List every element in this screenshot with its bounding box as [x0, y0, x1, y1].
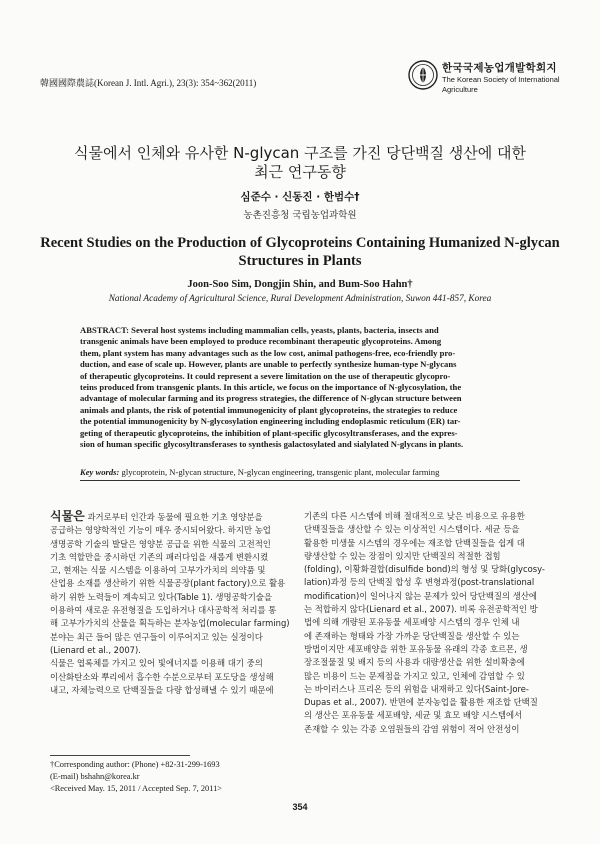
abstract-line: ABSTRACT: Several host systems including mammalian cells, yeasts, plants, bacteria, insects and	[80, 325, 439, 335]
body-line: 공급하는 영양학적인 기능이 매우 중시되어왔다. 하지만 농업	[50, 525, 271, 536]
body-line: 법에 의해 개량된 포유동물 세포배양 시스템의 경우 인체 내	[304, 617, 520, 628]
abstract-line: the potential immunogenicity by N-glycosylation engineering including endoplasmic reticulum (ER) tar-	[80, 416, 461, 427]
body-line: 존재할 수 있는 각종 오염원들의 감염 위험이 적어 안전성이	[304, 723, 520, 734]
body-line: 이용하여 새로운 유전형질을 도입하거나 대사공학적 처리를 통	[50, 605, 277, 616]
english-affiliation: National Academy of Agricultural Science, Rural Development Administration, Suwon 441-857, Korea	[108, 294, 492, 304]
society-logo-block	[408, 60, 568, 104]
body-line: 식물은 엽록체를 가지고 있어 빛에너지를 이용해 대기 중의	[50, 658, 263, 669]
korean-affiliation: 농촌진흥청 국립농업과학원	[243, 210, 357, 221]
body-line: 생명공학 기술의 발달은 영양분 공급을 위한 식물의 고전적인	[50, 538, 271, 549]
keywords-text: glycoprotein, N-glycan structure, N-glycan engineering, transgenic plant, molecular farming	[121, 467, 440, 477]
abstract	[80, 325, 520, 450]
body-line: 이산화탄소와 뿌리에서 흡수한 수분으로부터 포도당을 생성해	[50, 671, 274, 682]
body-line: 단백질들을 생산할 수 있는 이상적인 시스템이다. 세균 등을	[304, 524, 520, 535]
page-number: 354	[292, 802, 308, 812]
corresponding-author-footnote	[50, 759, 222, 795]
abstract-divider	[80, 480, 520, 481]
society-name-english-line2: Agriculture	[442, 85, 478, 94]
body-line	[50, 510, 300, 524]
abstract-line: advantage of molecular farming and its progress strategies, the difference of N-glycan structure between	[80, 393, 462, 404]
keywords	[80, 467, 540, 477]
body-line: 내고, 자체능력으로 단백질들을 다량 합성해낼 수 있기 때문에	[50, 684, 274, 695]
korean-title-line1: 식물에서 인체와 유사한 N-glycan 구조를 가진 당단백질 생산에 대한	[73, 144, 527, 162]
english-authors: Joon-Soo Sim, Dongjin Shin, and Bum-Soo Hahn†	[187, 279, 413, 290]
body-line: 기초 역할만을 중시하던 기존의 패러다임을 새롭게 변환시켰	[50, 551, 269, 562]
abstract-line: duction, and ease of scale up. However, plants are unable to perfectly synthesize human-type N-glycans	[80, 359, 457, 370]
body-line: 에 존재하는 형태와 가장 가까운 당단백질을 생산할 수 있는	[304, 630, 520, 641]
abstract-line: transgenic animals have been employed to produce recombinant therapeutic glycoproteins. Among	[80, 336, 442, 347]
body-line: (folding), 이황화결합(disulfide bond)의 형성 및 당화(glycosy-	[304, 564, 545, 575]
body-line: modification)이 일어나지 않는 문제가 있어 당단백질의 생산에	[304, 590, 538, 601]
body-line: 기존의 다른 시스템에 비해 절대적으로 낮은 비용으로 유용한	[304, 511, 525, 521]
body-column-left	[50, 510, 300, 697]
body-line: 는 바이러스나 프리온 등의 위험을 내재하고 있다(Saint-Jore-	[304, 683, 529, 694]
abstract-line: sion of human specific glycosyltransferases to synthesis galactosylated and sialylated N-glycans in plants.	[80, 439, 464, 450]
body-line: 는 적합하지 않다(Lienard et al., 2007). 비록 유전공학적인 방	[304, 604, 538, 615]
abstract-line: geting of therapeutic glycoproteins, the inhibition of plant-specific glycosyltransferases, and the expres-	[80, 427, 458, 438]
society-name-korean: 한국국제농업개발학회지	[442, 62, 557, 74]
abstract-line: them, plant system has many advantages such as the low cost, animal pathogens-free, eco-friendly pro-	[80, 347, 456, 358]
body-line: 활용한 미생물 시스템의 경우에는 재조합 단백질들을 쉽게 대	[304, 537, 525, 548]
journal-citation: 韓國國際農誌(Korean J. Intl. Agri.), 23(3): 354~362(2011)	[40, 78, 257, 88]
footnote-email: (E-mail) bshahn@korea.kr	[50, 772, 140, 781]
body-line: 해 고부가가치의 산물을 획득하는 분자농업(molecular farming)	[50, 618, 290, 629]
abstract-line: of therapeutic glycoproteins. It could represent a severe limitation on the use of therapeutic glycopro-	[80, 370, 451, 381]
body-line: 산업용 소재를 생산하기 위한 식물공장(plant factory)으로 활용	[50, 578, 286, 589]
body-line: 분야는 최근 들어 많은 연구들이 이루어지고 있는 실정이다	[50, 631, 263, 642]
body-line: 많은 비용이 드는 문제점을 가지고 있고, 인체에 감염할 수 있	[304, 670, 525, 681]
abstract-line: animals and plants, the risk of potential immunogenicity of plant glycoproteins, the strategies to reduce	[80, 404, 458, 415]
footnote-divider	[50, 755, 190, 756]
society-seal-icon	[408, 60, 438, 90]
korean-authors: 심준수 · 신동진 · 한범수†	[240, 191, 360, 203]
korean-title-line2: 최근 연구동향	[254, 163, 346, 181]
body-line: Dupas et al., 2007). 반면에 분자농업을 활용한 재조합 단백질	[304, 697, 538, 708]
body-line: lation)과정 등의 단백질 합성 후 변형과정(post-translational	[304, 577, 535, 588]
body-line: 하기 위한 노력들이 계속되고 있다(Table 1). 생명공학기술을	[50, 591, 273, 602]
lead-word: 식물은	[50, 510, 85, 523]
society-name-english-line1: The Korean Society of International	[442, 75, 560, 84]
english-title-line2: Structures in Plants	[238, 253, 362, 269]
body-line: 방법이지만 세포배양을 위한 포유동물 유래의 각종 호르몬, 생	[304, 643, 528, 654]
body-line: 고, 현재는 식물 시스템을 이용하여 고부가가치의 의약품 및	[50, 565, 266, 576]
body-line-text: 과거로부터 인간과 동물에 필요한 기초 영양분을	[87, 512, 263, 522]
body-line: 장조절물질 및 배지 등의 사용과 대량생산을 위한 설비확충에	[304, 657, 525, 668]
keywords-label: Key words:	[80, 467, 120, 477]
footnote-received-dates: <Received May. 15, 2011 / Accepted Sep. 7, 2011>	[50, 784, 223, 793]
footnote-phone: †Corresponding author: (Phone) +82-31-299-1693	[50, 760, 220, 769]
body-line: 량생산할 수 있는 장점이 있지만 단백질의 적절한 접힘	[304, 550, 501, 561]
body-column-right	[304, 510, 554, 736]
english-title-line1: Recent Studies on the Production of Glycoproteins Containing Humanized N-glycan	[40, 235, 560, 251]
body-line: (Lienard et al., 2007).	[50, 644, 141, 655]
body-line: 의 생산은 포유동물 세포배양, 세균 및 효모 배양 시스템에서	[304, 710, 523, 721]
abstract-line: teins produced from transgenic plants. In this article, we focus on the importance of N-glycosylation, the	[80, 382, 462, 393]
